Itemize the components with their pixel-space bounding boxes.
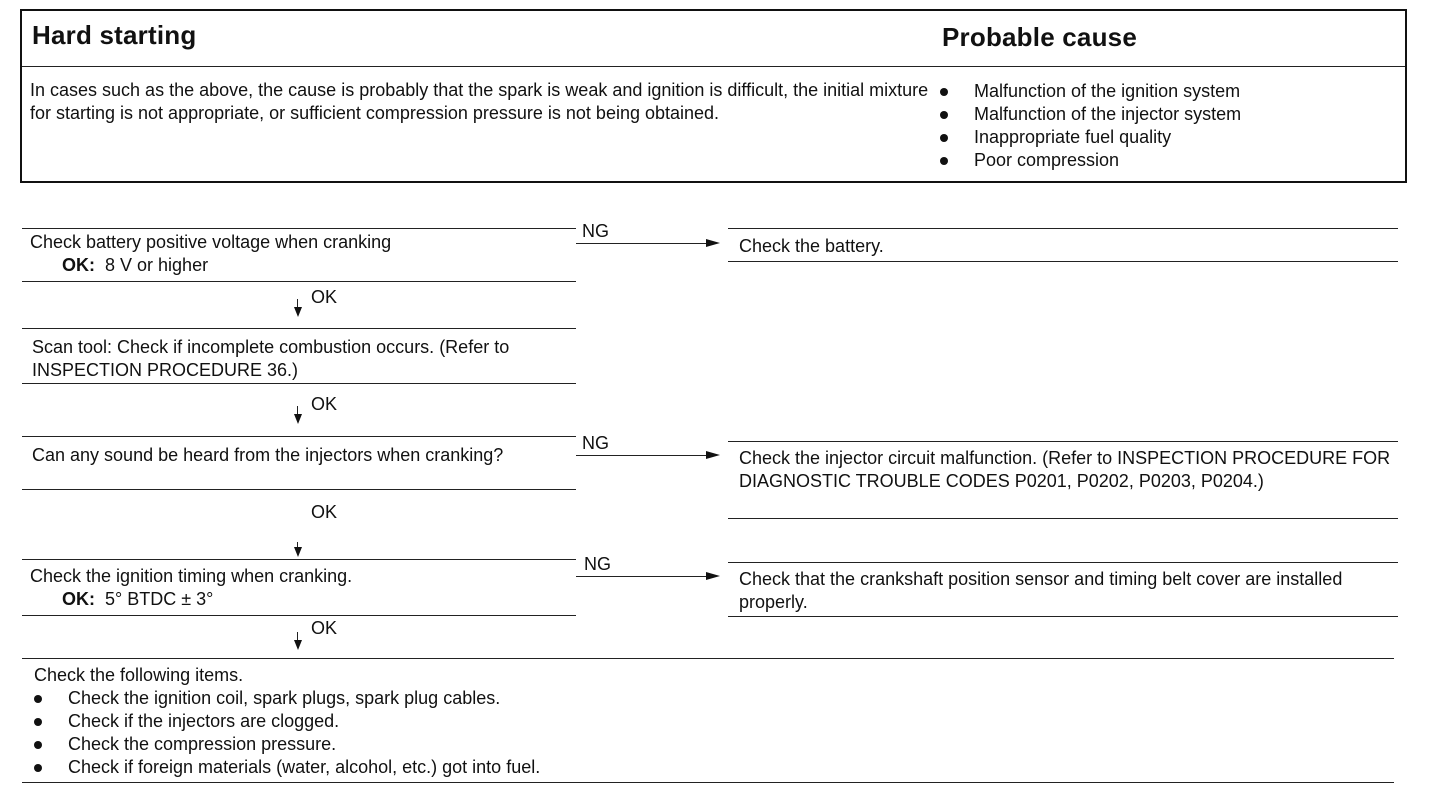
step1-top-rule	[22, 228, 576, 229]
probable-cause-title: Probable cause	[942, 22, 1137, 52]
page-title: Hard starting	[32, 20, 197, 50]
bullet-icon	[34, 718, 42, 726]
step1-text: Check battery positive voltage when cranking	[30, 232, 392, 252]
ok1-label: OK	[311, 287, 338, 307]
cause-item: Malfunction of the ignition system	[940, 80, 1241, 103]
final-top-rule	[22, 658, 1394, 659]
step4-ng-line	[576, 576, 708, 577]
description-text: In cases such as the above, the cause is probably that the spark is weak and ignition is difficult, the initial mixture for starting is not appropriate, or sufficient compression pressure is not being obtained.	[30, 80, 929, 123]
final-bottom-rule	[22, 782, 1394, 783]
step2-text: Scan tool: Check if incomplete combustion occurs. (Refer to INSPECTION PROCEDURE 36.)	[32, 337, 510, 380]
bullet-icon	[34, 741, 42, 749]
cause-item: Inappropriate fuel quality	[940, 126, 1241, 149]
arrow-down-icon	[294, 414, 302, 424]
header-panel	[20, 9, 1407, 183]
arrow-right-icon	[706, 451, 720, 459]
step4-ng-bottom-rule	[728, 616, 1398, 617]
step3-top-rule	[22, 436, 576, 437]
arrow-down-icon	[294, 640, 302, 650]
step4-text: Check the ignition timing when cranking.	[30, 566, 353, 586]
bullet-icon	[940, 157, 948, 165]
arrow-right-icon	[706, 572, 720, 580]
header-divider	[22, 66, 1405, 67]
step3-ng-action: Check the injector circuit malfunction. (Refer to INSPECTION PROCEDURE FOR DIAGNOSTIC TROUBLE CODES P0201, P0202, P0203, P0204.)	[739, 448, 1391, 491]
list-item: Check if the injectors are clogged.	[34, 710, 540, 733]
step3-text: Can any sound be heard from the injectors when cranking?	[32, 445, 504, 465]
bullet-icon	[940, 88, 948, 96]
arrow-down-icon	[294, 307, 302, 317]
step1-ng-line	[576, 243, 708, 244]
step4-top-rule	[22, 559, 576, 560]
final-items-list	[34, 687, 540, 779]
step3-ng-top-rule	[728, 441, 1398, 442]
step4-ng-label: NG	[584, 554, 611, 574]
bullet-icon	[34, 764, 42, 772]
arrow-right-icon	[706, 239, 720, 247]
step4-ng-top-rule	[728, 562, 1398, 563]
step1-ok-criteria: OK: 8 V or higher	[62, 255, 209, 275]
arrow-down-icon	[294, 547, 302, 557]
step3-ng-line	[576, 455, 708, 456]
step3-ng-label: NG	[582, 433, 609, 453]
step2-bottom-rule	[22, 383, 576, 384]
step1-ng-bottom-rule	[728, 261, 1398, 262]
ok2-label: OK	[311, 394, 338, 414]
cause-list	[940, 80, 1241, 172]
bullet-icon	[940, 111, 948, 119]
bullet-icon	[940, 134, 948, 142]
step1-ng-action: Check the battery.	[739, 236, 884, 256]
ok4-label: OK	[311, 618, 338, 638]
bullet-icon	[34, 695, 42, 703]
step3-bottom-rule	[22, 489, 576, 490]
step4-bottom-rule	[22, 615, 576, 616]
ok3-label: OK	[311, 502, 338, 522]
list-item: Check if foreign materials (water, alcohol, etc.) got into fuel.	[34, 756, 540, 779]
list-item: Check the compression pressure.	[34, 733, 540, 756]
step3-ng-bottom-rule	[728, 518, 1398, 519]
step4-ng-action: Check that the crankshaft position sensor and timing belt cover are installed properly.	[739, 569, 1343, 612]
step4-ok-criteria: OK: 5° BTDC ± 3°	[62, 589, 214, 609]
cause-item: Poor compression	[940, 149, 1241, 172]
list-item: Check the ignition coil, spark plugs, spark plug cables.	[34, 687, 540, 710]
step2-top-rule	[22, 328, 576, 329]
step1-bottom-rule	[22, 281, 576, 282]
final-heading: Check the following items.	[34, 665, 244, 685]
step1-ng-label: NG	[582, 221, 609, 241]
step1-ng-top-rule	[728, 228, 1398, 229]
cause-item: Malfunction of the injector system	[940, 103, 1241, 126]
